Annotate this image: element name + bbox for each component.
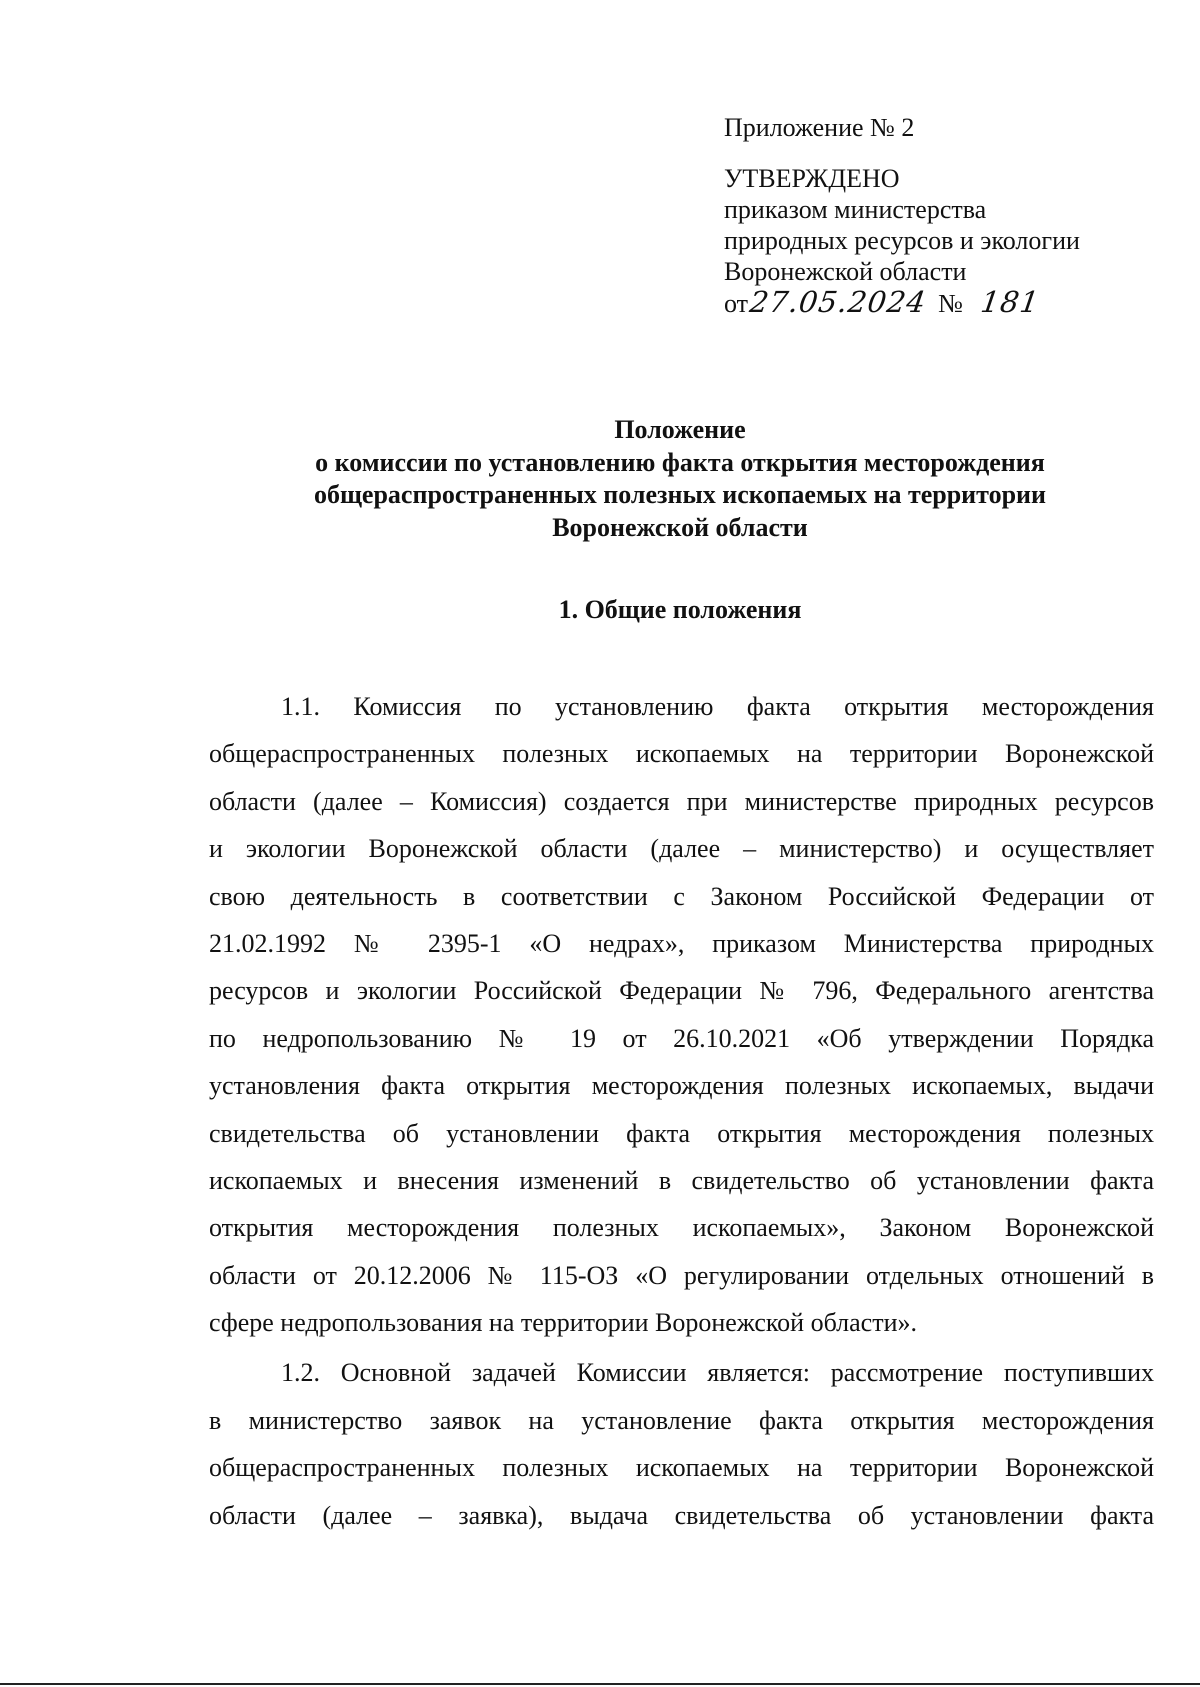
title-line: общераспространенных полезных ископаемых на территории xyxy=(313,480,1047,509)
text-line: 1.2. Основной задачей Комиссии является: рассмотрение поступивших xyxy=(281,1358,1154,1388)
text-line: свидетельства об установлении факта открытия месторождения полезных xyxy=(209,1118,1154,1148)
text-line: сфере недропользования на территории Воронежской области». xyxy=(209,1308,917,1338)
section-heading: 1. Общие положения xyxy=(558,595,802,624)
title-line: о комиссии по установлению факта открытия месторождения xyxy=(315,447,1045,477)
approval-line: природных ресурсов и экологии xyxy=(724,226,1080,255)
text-line: ресурсов и экологии Российской Федерации № 796, Федерального агентства xyxy=(209,976,1154,1006)
paragraph-1-2 xyxy=(209,1353,1154,1543)
text-line: общераспространенных полезных ископаемых на территории Воронежской xyxy=(209,1453,1154,1483)
date-prefix: от xyxy=(724,289,749,318)
title-line: Положение xyxy=(614,415,746,444)
number-prefix: № xyxy=(938,289,963,318)
text-line: и экологии Воронежской области (далее – министерство) и осуществляет xyxy=(209,834,1154,864)
approval-stamp-label: УТВЕРЖДЕНО xyxy=(724,164,900,193)
text-line: в министерство заявок на установление факта открытия месторождения xyxy=(209,1405,1154,1435)
text-line: ископаемых и внесения изменений в свидетельство об установлении факта xyxy=(209,1165,1154,1195)
text-line: общераспространенных полезных ископаемых на территории Воронежской xyxy=(209,739,1154,769)
handwritten-number: 181 xyxy=(978,285,1042,319)
text-line: области от 20.12.2006 № 115-ОЗ «О регулировании отдельных отношений в xyxy=(209,1260,1154,1290)
document-body xyxy=(209,687,1154,1543)
text-line: открытия месторождения полезных ископаемых», Законом Воронежской xyxy=(209,1213,1154,1243)
text-line: установления факта открытия месторождения полезных ископаемых, выдачи xyxy=(209,1071,1154,1101)
approval-block xyxy=(724,112,1184,319)
text-line: 21.02.1992 № 2395-1 «О недрах», приказом Министерства природных xyxy=(209,928,1154,958)
title-line: Воронежской области xyxy=(552,512,808,542)
approval-date-line xyxy=(724,287,1184,319)
approval-line: приказом министерства xyxy=(724,195,987,224)
appendix-number: Приложение № 2 xyxy=(724,113,915,142)
handwritten-date: 27.05.2024 xyxy=(747,285,929,319)
text-line: свою деятельность в соответствии с Законом Российской Федерации от xyxy=(209,881,1154,911)
page-bottom-edge xyxy=(0,1683,1200,1685)
text-line: по недропользованию № 19 от 26.10.2021 «Об утверждении Порядка xyxy=(209,1023,1154,1053)
text-line: области (далее – Комиссия) создается при министерстве природных ресурсов xyxy=(209,786,1154,816)
text-line: 1.1. Комиссия по установлению факта открытия месторождения xyxy=(281,692,1154,721)
paragraph-1-1 xyxy=(209,687,1154,1350)
document-title xyxy=(180,414,1180,544)
text-line: области (далее – заявка), выдача свидетельства об установлении факта xyxy=(209,1500,1154,1530)
approval-line: Воронежской области xyxy=(724,257,967,286)
